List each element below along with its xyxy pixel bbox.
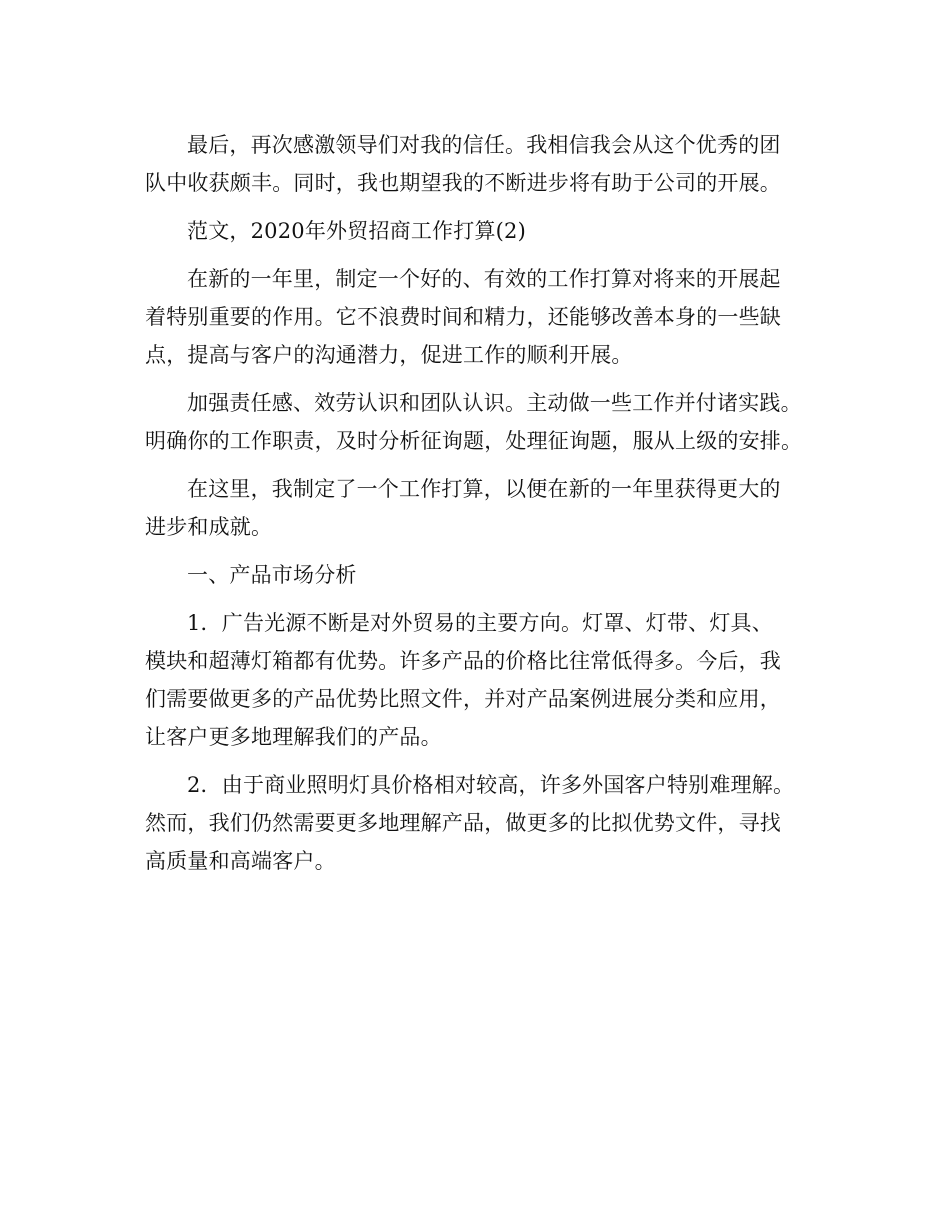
text-line: 1．广告光源不断是对外贸易的主要方向。灯罩、灯带、灯具、 [187, 611, 773, 635]
paragraph-responsibility [145, 384, 815, 460]
text-line: 着特别重要的作用。它不浪费时间和精力，还能够改善本身的一些缺 [145, 305, 781, 329]
paragraph-intro [145, 260, 815, 374]
text-line: 让客户更多地理解我们的产品。 [145, 725, 442, 749]
text-line: 模块和超薄灯箱都有优势。许多产品的价格比往常低得多。今后，我 [145, 649, 781, 673]
text-line: 范文，2020年外贸招商工作打算(2) [187, 219, 526, 243]
section-heading-market-analysis [145, 556, 815, 594]
list-item-2 [145, 766, 815, 880]
text-line: 然而，我们仍然需要更多地理解产品，做更多的比拟优势文件，寻找 [145, 811, 781, 835]
text-line: 们需要做更多的产品优势比照文件，并对产品案例进展分类和应用， [145, 687, 781, 711]
text-line: 进步和成就。 [145, 515, 273, 539]
text-line: 点，提高与客户的沟通潜力，促进工作的顺利开展。 [145, 343, 633, 367]
text-line: 高质量和高端客户。 [145, 849, 336, 873]
text-line: 明确你的工作职责，及时分析征询题，处理征询题，服从上级的安排。 [145, 429, 803, 453]
text-line: 一、产品市场分析 [187, 563, 357, 587]
text-line: 最后，再次感激领导们对我的信任。我相信我会从这个优秀的团 [187, 133, 781, 157]
paragraph-plan [145, 470, 815, 546]
text-line: 队中收获颇丰。同时，我也期望我的不断进步将有助于公司的开展。 [145, 171, 781, 195]
list-item-1 [145, 604, 815, 756]
text-line: 在这里，我制定了一个工作打算，以便在新的一年里获得更大的 [187, 477, 781, 501]
document-body [145, 126, 815, 880]
text-line: 加强责任感、效劳认识和团队认识。主动做一些工作并付诸实践。 [187, 391, 802, 415]
text-line: 2．由于商业照明灯具价格相对较高，许多外国客户特别难理解。 [187, 773, 795, 797]
section-heading-sample [145, 212, 815, 250]
paragraph-closing-thanks [145, 126, 815, 202]
text-line: 在新的一年里，制定一个好的、有效的工作打算对将来的开展起 [187, 267, 781, 291]
